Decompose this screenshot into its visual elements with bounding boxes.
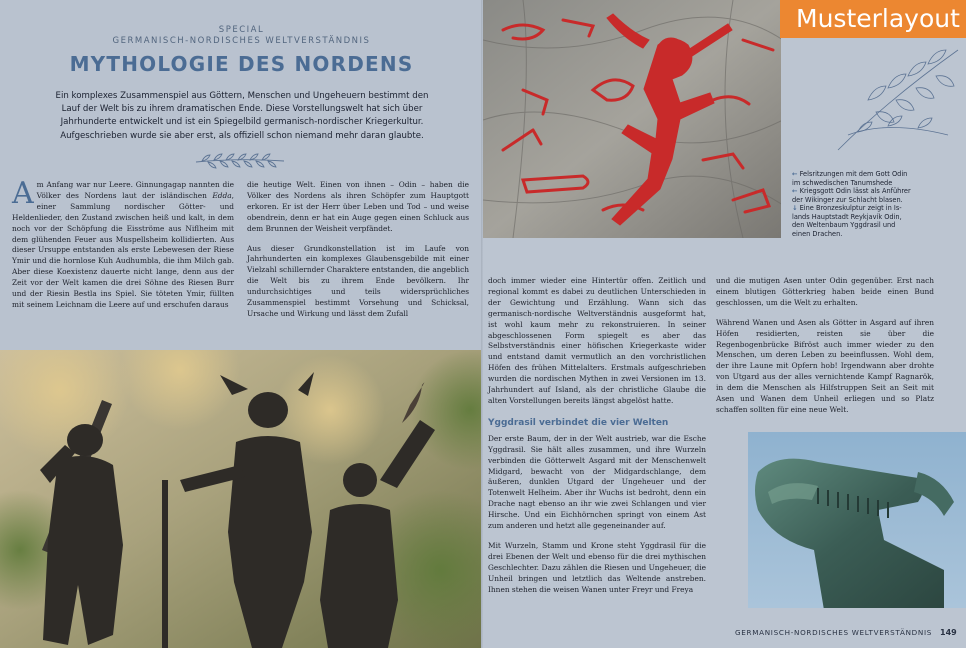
page-number: 149 <box>940 628 957 637</box>
caption-text: lands Hauptstadt Reykjavík Odin, <box>792 212 902 221</box>
body-column-3 <box>488 276 706 595</box>
article-lead: Ein komplexes Zusammenspiel aus Göttern, Menschen und Ungeheuern bestimmt den Lauf der Welt bis zu ihrem dramatischen Ende. Diese Vorstellungswelt hat sich über Jahrhunderte entwickelt und ist ein Spiegelbild germanisch-nordischer Kriegerkultur. Aufgeschrieben wurde sie aber erst, als offiziell schon niemand mehr daran glaubte. <box>55 91 429 141</box>
paragraph: Der erste Baum, der in der Welt austrieb, war die Esche Yggdrasil. Sie hält alles zusammen, und ihre Wurzeln verbinden die Götterwelt Asgard mit der Menschenwelt Midgard, bewacht von der Midgardschlange, dem äußeren, dunklen Utgard der Ungeheuer und der Totenwelt Helheim. Aber ihr Wuchs ist bedroht, denn ein Drache nagt ebenso an ihr wie zwei Schlangen und vier Hirsche. Und ein Eichhörnchen springt von einem Ast zum anderen und hetzt alle gegeneinander auf. <box>488 433 706 531</box>
caption-text: im schwedischen Tanumshede <box>792 178 893 187</box>
right-page <box>483 0 966 648</box>
leaf-ornament-icon <box>192 150 288 170</box>
paragraph: Mit Wurzeln, Stamm und Krone steht Yggdrasil für die drei Ebenen der Welt und ebenso für die drei mythischen Geschlechter. Dazu zählen die Riesen und Ungeheuer, die Unheil bringen und letztlich das Weltende anstreben. Ihnen stehen die weisen Wanen unter Freyr und Freya <box>488 540 706 594</box>
page-footer <box>735 628 955 637</box>
article-title: MYTHOLOGIE DES NORDENS <box>69 52 414 76</box>
rock-carving-photo <box>483 0 781 238</box>
body-column-1 <box>12 176 234 311</box>
bronze-sculpture-photo <box>748 432 966 608</box>
caption-text: einen Drachen. <box>792 229 843 238</box>
paragraph: Aus dieser Grundkonstellation ist im Laufe von Jahrhunderten ein komplexes Glaubensgebilde mit einer Vielzahl schillernder Charaktere entstanden, die angeblich die Welt bis zu ihrem Ende bevölkern. Ihr undurchsichtiges und teils widersprüchliches Zusammenspiel bestimmt Vorsehung und Schicksal, Ursache und Wirkung und lässt dem Zufall <box>247 243 469 318</box>
caption-text: Felsritzungen mit dem Gott Odin <box>797 170 908 178</box>
body-column-2 <box>247 180 469 320</box>
caption-text: Kriegsgott Odin lässt als Anführer <box>797 187 911 195</box>
paragraph: und die mutigen Asen unter Odin gegenüber. Erst nach einem blutigen Götterkrieg haben beide einen Bund geschlossen, um die Welt zu erhalten. <box>716 276 934 307</box>
caption-text: Eine Bronzeskulptur zeigt in Is- <box>797 204 902 212</box>
emphasis-text: Edda <box>212 190 232 200</box>
arrow-down-icon: ↓ <box>792 204 798 212</box>
drop-cap: A <box>12 176 34 211</box>
paragraph: die heutige Welt. Einen von ihnen – Odin – haben die Völker des Nordens als ihren Schöpfer zum Hauptgott erkoren. Er ist der Herr über Leben und Tod – und weise obendrein, denn er hat ein Auge gegen einen Schluck aus dem Brunnen der Weisheit verpfändet. <box>247 180 469 233</box>
paragraph: Während Wanen und Asen als Götter in Asgard auf ihren Höfen residierten, reisten sie über die Regenbogenbrücke Bifröst auch immer wieder zu den Menschen, um deren Leben zu beeinflussen. Wohl dem, der ihre Laune mit Opfern hob! Irgendwann aber drohte von Utgard aus der alles vernichtende Kampf Ragnarök, in dem die Menschen als Hilfstruppen Seit an Seit mit Asen und Wanen dem Unheil erliegen und so Platz schaffen sollten für eine neue Welt. <box>716 317 934 414</box>
arrow-left-icon: ← <box>792 187 798 195</box>
paragraph: doch immer wieder eine Hintertür offen. Zeitlich und regional kommt es dabei zu deutlichen Unterschieden in der Gewichtung und Erzählung. Wann sich das germanisch-nordische Weltverständnis ausgeformt hat, ist wohl kaum mehr zu rekonstruieren. In seiner abgeschlossenen Form spiegelt es aber das Selbstverständnis einer höfischen Kriegerkaste wider und entstand damit vermutlich an den vorchristlichen Höfen des frühen Mittelalters. Erstmals aufgeschrieben wurden die nordischen Mythen in zwei Versionen im 13. Jahrhundert auf Island, als der christliche Glaube die alten Vorstellungen bereits längst abgelöst hatte. <box>488 276 706 405</box>
footer-section-name: GERMANISCH-NORDISCHES WELTVERSTÄNDNIS <box>735 628 933 637</box>
leaf-branch-icon <box>828 40 966 160</box>
paragraph: , einer Sammlung nordischer Götter- und Heldenlieder, den Zustand zwischen heiß und kalt, in dem noch vor der Schöpfung die Eisströme aus Niflheim mit dem glühenden Feuer aus Muspellsheim kollidierten. Aus dieser Ursuppe entstanden als erste Lebewesen der Riese Ymir und die hornlose Kuh Audhumbla, die ihm Milch gab. Aber diese Koexistenz dauerte nicht lange, denn aus der Zeit vor der Welt kamen die drei Söhne des Riesen Burr und der Riesin Bestla ins Spiel. Sie töteten Ymir, füllten mit seinem Leichnam die Leere auf und erschufen daraus <box>12 190 234 309</box>
caption-text: der Wikinger zur Schlacht blasen. <box>792 195 903 204</box>
caption-text: den Weltenbaum Yggdrasil und <box>792 221 896 229</box>
paragraph: m Anfang war nur Leere. Ginnungagap nannten die Völker des Nordens laut der isländischen <box>36 180 234 200</box>
section-kicker: SPECIAL <box>218 25 265 35</box>
viking-statues-photo <box>0 350 483 648</box>
arrow-left-icon: ← <box>792 170 798 178</box>
section-subtitle: GERMANISCH-NORDISCHES WELTVERSTÄNDNIS <box>112 36 371 46</box>
section-subhead: Yggdrasil verbindet die vier Welten <box>488 417 669 428</box>
body-column-4 <box>716 276 934 416</box>
layout-badge: Musterlayout <box>780 0 966 38</box>
photo-caption <box>792 170 962 238</box>
